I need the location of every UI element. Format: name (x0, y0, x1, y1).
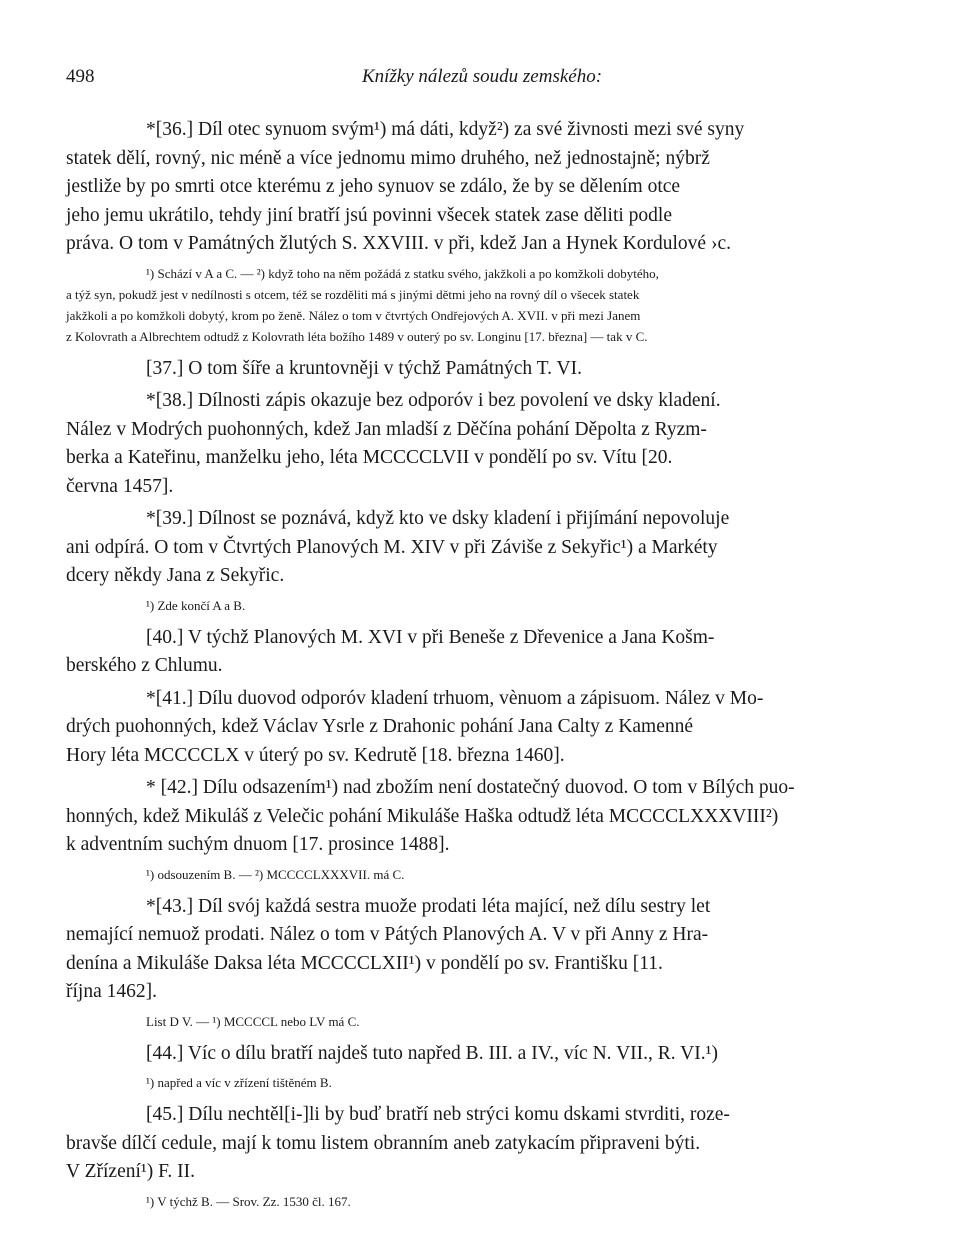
text-line: *[39.] Dílnost se poznává, když kto ve dsky kladení i přijímání nepovoluje (146, 508, 730, 529)
paragraph-37 (66, 355, 898, 384)
text-line: [44.] Víc o dílu bratří najdeš tuto napřed B. III. a IV., víc N. VII., R. VI.¹) (146, 1042, 718, 1064)
paragraph-44 (66, 1040, 898, 1069)
footnote-line: List D V. — ¹) MCCCCL nebo LV má C. (146, 1013, 360, 1029)
text-line: Hory léta MCCCCLX v úterý po sv. Kedrutě [18. března 1460]. (66, 744, 565, 766)
footnote-45 (66, 1191, 898, 1212)
text-line: jeho jemu ukrátilo, tehdy jiní bratří jsú povinni všecek statek zase děliti podle (66, 204, 672, 226)
footnote-line: z Kolovrath a Albrechtem odtudž z Kolovrath léta božího 1489 v outerý po sv. Longinu [17. března] — tak v C. (66, 328, 648, 344)
text-line: *[43.] Díl svój každá sestra muože prodati léta mající, než dílu sestry let (146, 895, 711, 917)
page-body (66, 116, 898, 1220)
footnote-line: a týž syn, pokudž jest v nedílnosti s otcem, též se rozděliti má s jinými dětmi jeho na rovný díl o všecek statek (66, 286, 640, 302)
footnote-43 (66, 1011, 898, 1032)
text-line: nemající nemuož prodati. Nález o tom v Pátých Planových A. V v při Anny z Hra- (66, 924, 709, 945)
text-line: jestliže by po smrti otce kterému z jeho synuov se zdálo, že by se dělením otce (66, 176, 681, 197)
paragraph-38 (66, 387, 898, 501)
text-line: *[41.] Dílu duovod odporóv kladení trhuom, vènuom a zápisuom. Nález v Mo- (146, 687, 764, 709)
footnote-39 (66, 595, 898, 616)
footnote-36 (66, 263, 898, 347)
paragraph-42 (66, 774, 898, 860)
footnote-line: ¹) napřed a víc v zřízení tištěném B. (146, 1075, 332, 1090)
paragraph-41 (66, 685, 898, 771)
text-line: [45.] Dílu nechtěl[i-]li by buď bratří neb strýci komu dskami stvrditi, roze- (146, 1104, 730, 1125)
footnote-line: ¹) Schází v A a C. — ²) když toho na něm požádá z statku svého, jakžkoli a po komžkoli dobytého, (146, 265, 659, 281)
text-line: drých puohonných, kdež Václav Ysrle z Drahonic pohání Jana Calty z Kamenné (66, 716, 694, 737)
page-number: 498 (66, 66, 95, 87)
footnote-line: ¹) Zde končí A a B. (146, 597, 246, 613)
text-line: [40.] V týchž Planových M. XVI v při Beneše z Dřevenice a Jana Košm- (146, 626, 715, 648)
running-title: Knížky nálezů soudu zemského: (361, 66, 603, 87)
paragraph-39 (66, 505, 898, 591)
text-line: berka a Kateřinu, manželku jeho, léta MCCCCLVII v pondělí po sv. Vítu [20. (66, 447, 673, 468)
text-line: berského z Chlumu. (66, 655, 223, 676)
paragraph-43 (66, 893, 898, 1007)
text-line: denína a Mikuláše Daksa léta MCCCCLXII¹) v pondělí po sv. Františku [11. (66, 952, 663, 974)
text-line: dcery někdy Jana z Sekyřic. (66, 565, 285, 586)
text-line: *[38.] Dílnosti zápis okazuje bez odporóv i bez povolení ve dsky kladení. (146, 390, 721, 411)
text-line: honných, kdež Mikuláš z Velečic pohání Mikuláše Haška odtudž léta MCCCCLXXXVIII²) (66, 805, 779, 827)
paragraph-40 (66, 624, 898, 681)
footnote-line: ¹) odsouzením B. — ²) MCCCCLXXXVII. má C. (146, 866, 405, 882)
footnote-line: ¹) V týchž B. — Srov. Zz. 1530 čl. 167. (146, 1193, 351, 1209)
text-line: [37.] O tom šíře a kruntovněji v týchž Památných T. VI. (146, 357, 582, 379)
footnote-42 (66, 864, 898, 885)
text-line: * [42.] Dílu odsazením¹) nad zbožím není dostatečný duovod. O tom v Bílých puo- (146, 777, 795, 798)
text-line: ani odpírá. O tom v Čtvrtých Planových M. XIV v při Záviše z Sekyřic¹) a Markéty (66, 536, 718, 558)
page-header (66, 66, 898, 96)
text-line: bravše dílčí cedule, mají k tomu listem obranním aneb zatykacím připraveni býti. (66, 1132, 701, 1154)
footnote-line: jakžkoli a po komžkoli dobytý, krom po ženě. Nález o tom v čtvrtých Ondřejových A. XVII. v při mezi Janem (66, 307, 641, 323)
paragraph-45 (66, 1101, 898, 1187)
text-line: *[36.] Díl otec synuom svým¹) má dáti, když²) za své živnosti mezi své syny (146, 119, 745, 140)
text-line: statek dělí, rovný, nic méně a více jednomu mimo druhého, než jednostajně; nýbrž (66, 147, 710, 169)
text-line: října 1462]. (66, 981, 157, 1002)
text-line: práva. O tom v Památných žlutých S. XXVIII. v při, kdež Jan a Hynek Kordulové ›c. (66, 233, 731, 254)
text-line: Nález v Modrých puohonných, kdež Jan mladší z Děčína pohání Děpolta z Ryzm- (66, 418, 707, 440)
text-line: k adventním suchým dnuom [17. prosince 1488]. (66, 834, 450, 855)
text-line: V Zřízení¹) F. II. (66, 1161, 196, 1182)
paragraph-36 (66, 116, 898, 259)
footnote-44 (66, 1072, 898, 1093)
text-line: června 1457]. (66, 475, 174, 497)
